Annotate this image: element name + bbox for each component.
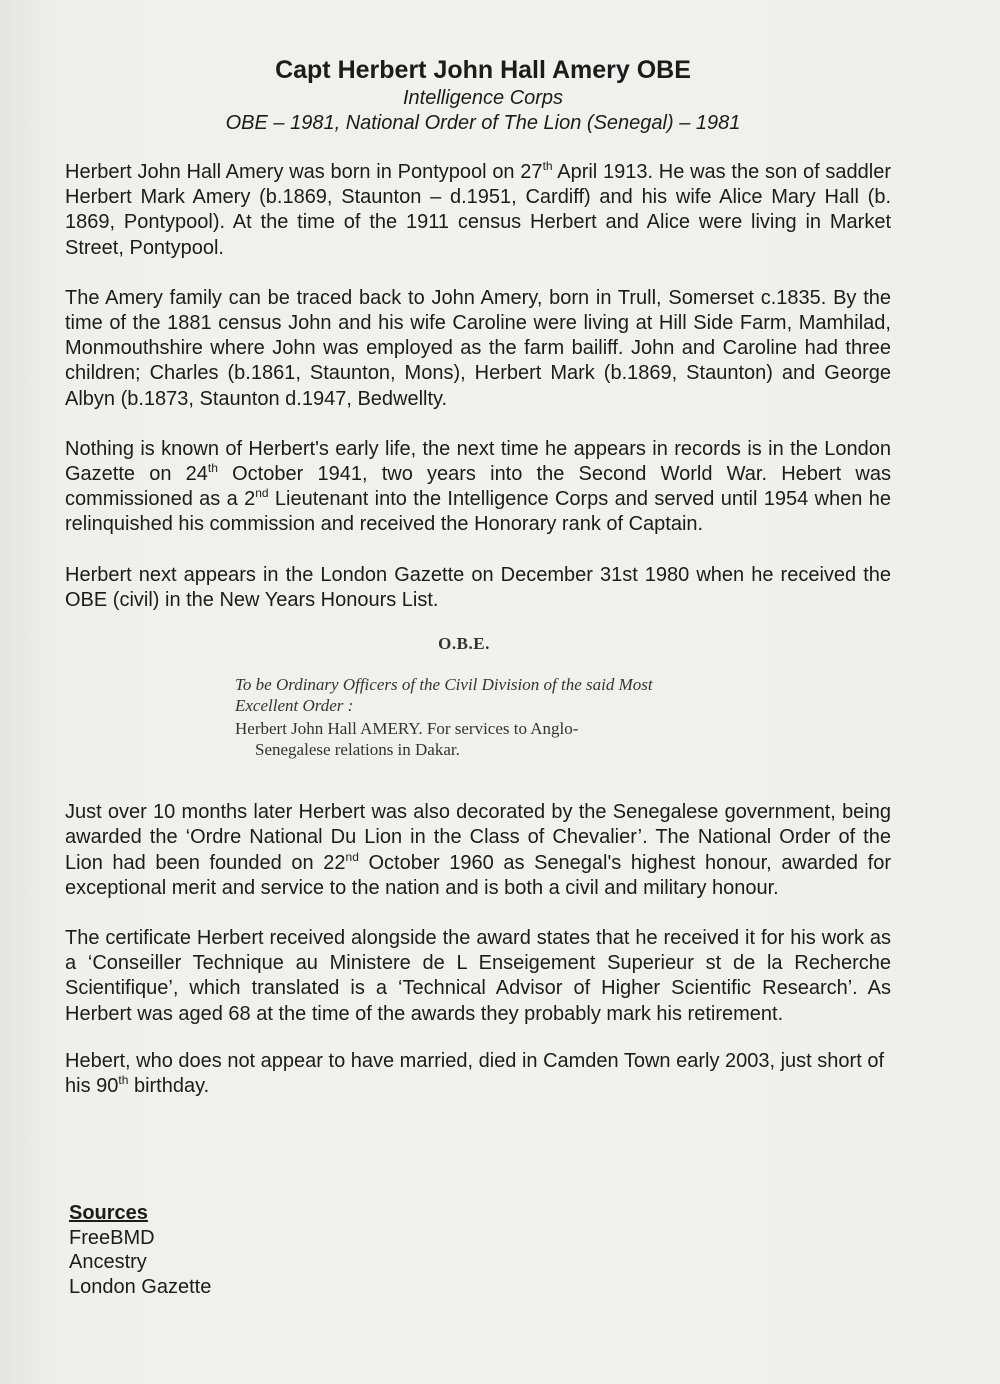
paragraph-family: The Amery family can be traced back to John Amery, born in Trull, Somerset c.1835. By the time of the 1881 census John and his wife Caroline were living at Hill Side Farm, Mamhilad, Monmouthshire where John was employed as the farm bailiff. John and Caroline had three children; Charles (b.1861, Staunton, Mons), Herbert Mark (b.1869, Staunton) and George Albyn (b.1873, Staunton d.1947, Bedwellty. xyxy=(65,286,891,410)
gazette-clipping xyxy=(65,631,891,760)
paragraph-senegal: Just over 10 months later Herbert was also decorated by the Senegalese government, being awarded the ‘Ordre National Du Lion in the Class of Chevalier’. The National Order of the Lion had been founded on 22nd October 1960 as Senegal's highest honour, awarded for exceptional merit and service to the nation and is both a civil and military honour. xyxy=(65,801,891,899)
gazette-subheading: To be Ordinary Officers of the Civil Division of the said Most Excellent Order : xyxy=(235,675,653,716)
sources-heading: Sources xyxy=(69,1202,148,1224)
source-item: FreeBMD xyxy=(69,1226,155,1249)
paragraph-obe: Herbert next appears in the London Gazette on December 31st 1980 when he received the OBE (civil) in the New Years Honours List. xyxy=(65,563,891,611)
body-text xyxy=(65,160,891,1124)
unit-subtitle: Intelligence Corps xyxy=(402,87,564,109)
paragraph-birth: Herbert John Hall Amery was born in Pontypool on 27th April 1913. He was the son of saddler Herbert Mark Amery (b.1869, Staunton – d.1951, Cardiff) and his wife Alice Mary Hall (b. 1869, Pontypool). At the time of the 1911 census Herbert and Alice were living in Market Street, Pontypool. xyxy=(65,159,891,259)
document-header xyxy=(0,54,966,136)
sources-section xyxy=(69,1201,211,1299)
paragraph-death: Hebert, who does not appear to have married, died in Camden Town early 2003, just short of his 90th birthday. xyxy=(65,1049,884,1098)
gazette-heading: O.B.E. xyxy=(438,634,490,654)
gazette-entry: Herbert John Hall AMERY. For services to Anglo- Senegalese relations in Dakar. xyxy=(235,719,579,760)
page-title: Capt Herbert John Hall Amery OBE xyxy=(275,56,691,84)
honours-subtitle: OBE – 1981, National Order of The Lion (Senegal) – 1981 xyxy=(225,112,741,134)
paragraph-certificate: The certificate Herbert received alongside the award states that he received it for his work as a ‘Conseiller Technique au Ministere de L Enseigement Superieur st de la Recherche Scientifique’, which translated is a ‘Technical Advisor of Higher Scientific Research’. As Herbert was aged 68 at the time of the awards they probably mark his retirement. xyxy=(65,927,891,1025)
paragraph-military: Nothing is known of Herbert's early life, the next time he appears in records is in the London Gazette on 24th October 1941, two years into the Second World War. Hebert was commissioned as a 2nd Lieutenant into the Intelligence Corps and served until 1954 when he relinquished his commission and received the Honorary rank of Captain. xyxy=(65,437,891,536)
source-item: Ancestry xyxy=(69,1251,147,1273)
source-item: London Gazette xyxy=(69,1275,212,1298)
